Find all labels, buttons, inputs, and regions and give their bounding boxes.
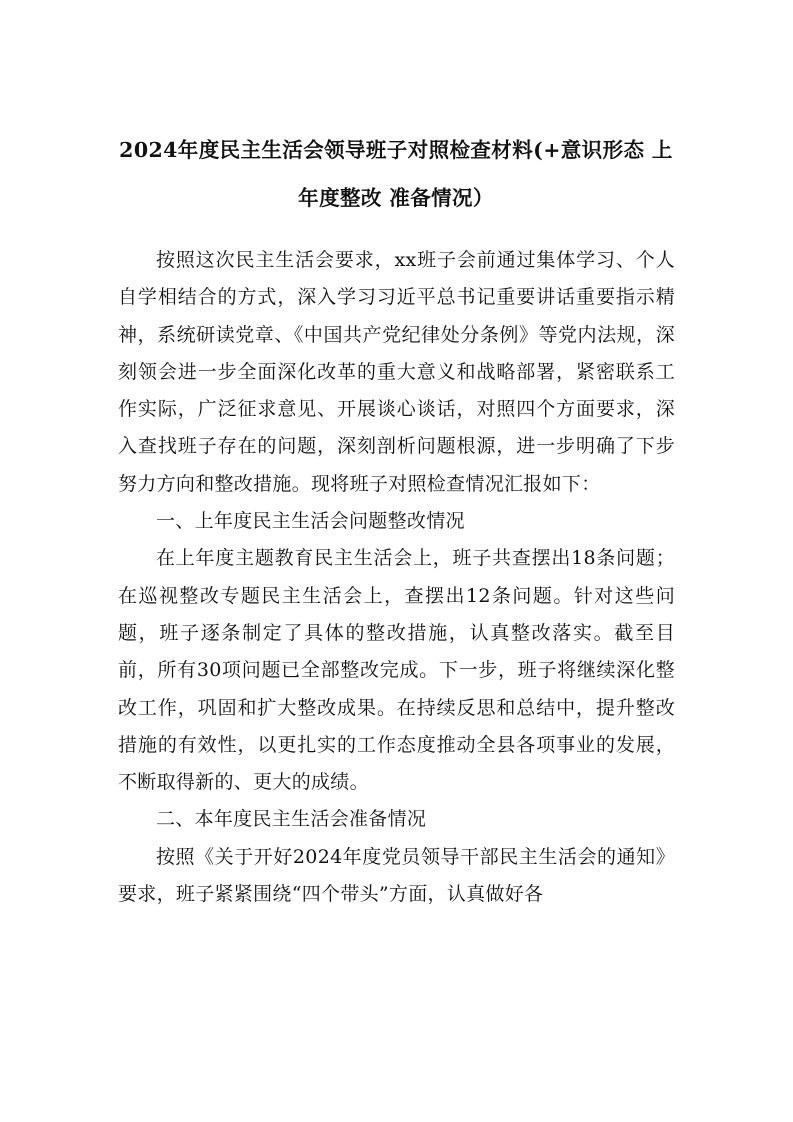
section-1-paragraph: 在上年度主题教育民主生活会上，班子共查摆出18条问题；在巡视整改专题民主生活会上，查摆出12条问题。针对这些问题，班子逐条制定了具体的整改措施，认真整改落实。截至目前，所有30项问题已全部整改完成。下一步，班子将继续深化整改工作，巩固和扩大整改成果。在持续反思和总结中，提升整改措施的有效性，以更扎实的工作态度推动全县各项事业的发展，不断取得新的、更大的成绩。 — [118, 547, 675, 794]
section-heading-1: 一、上年度民主生活会问题整改情况 — [156, 510, 465, 533]
intro-paragraph: 按照这次民主生活会要求，xx班子会前通过集体学习、个人自学相结合的方式，深入学习习近平总书记重要讲话重要指示精神，系统研读党章、《中国共产党纪律处分条例》等党内法规，深刻领会进一步全面深化改革的重大意义和战略部署，紧密联系工作实际，广泛征求意见、开展谈心谈话，对照四个方面要求，深入查找班子存在的问题，深刻剖析问题根源，进一步明确了下步努力方向和整改措施。现将班子对照检查情况汇报如下： — [118, 249, 675, 495]
document-body — [118, 242, 675, 913]
document-title: 2024年度民主生活会领导班子对照检查材料(+意识形态 上年度整改 准备情况） — [119, 138, 673, 210]
section-heading-2: 二、本年度民主生活会准备情况 — [156, 808, 427, 831]
section-2-paragraph: 按照《关于开好2024年度党员领导干部民主生活会的通知》要求，班子紧紧围绕“四个带头”方面，认真做好各 — [118, 845, 675, 906]
